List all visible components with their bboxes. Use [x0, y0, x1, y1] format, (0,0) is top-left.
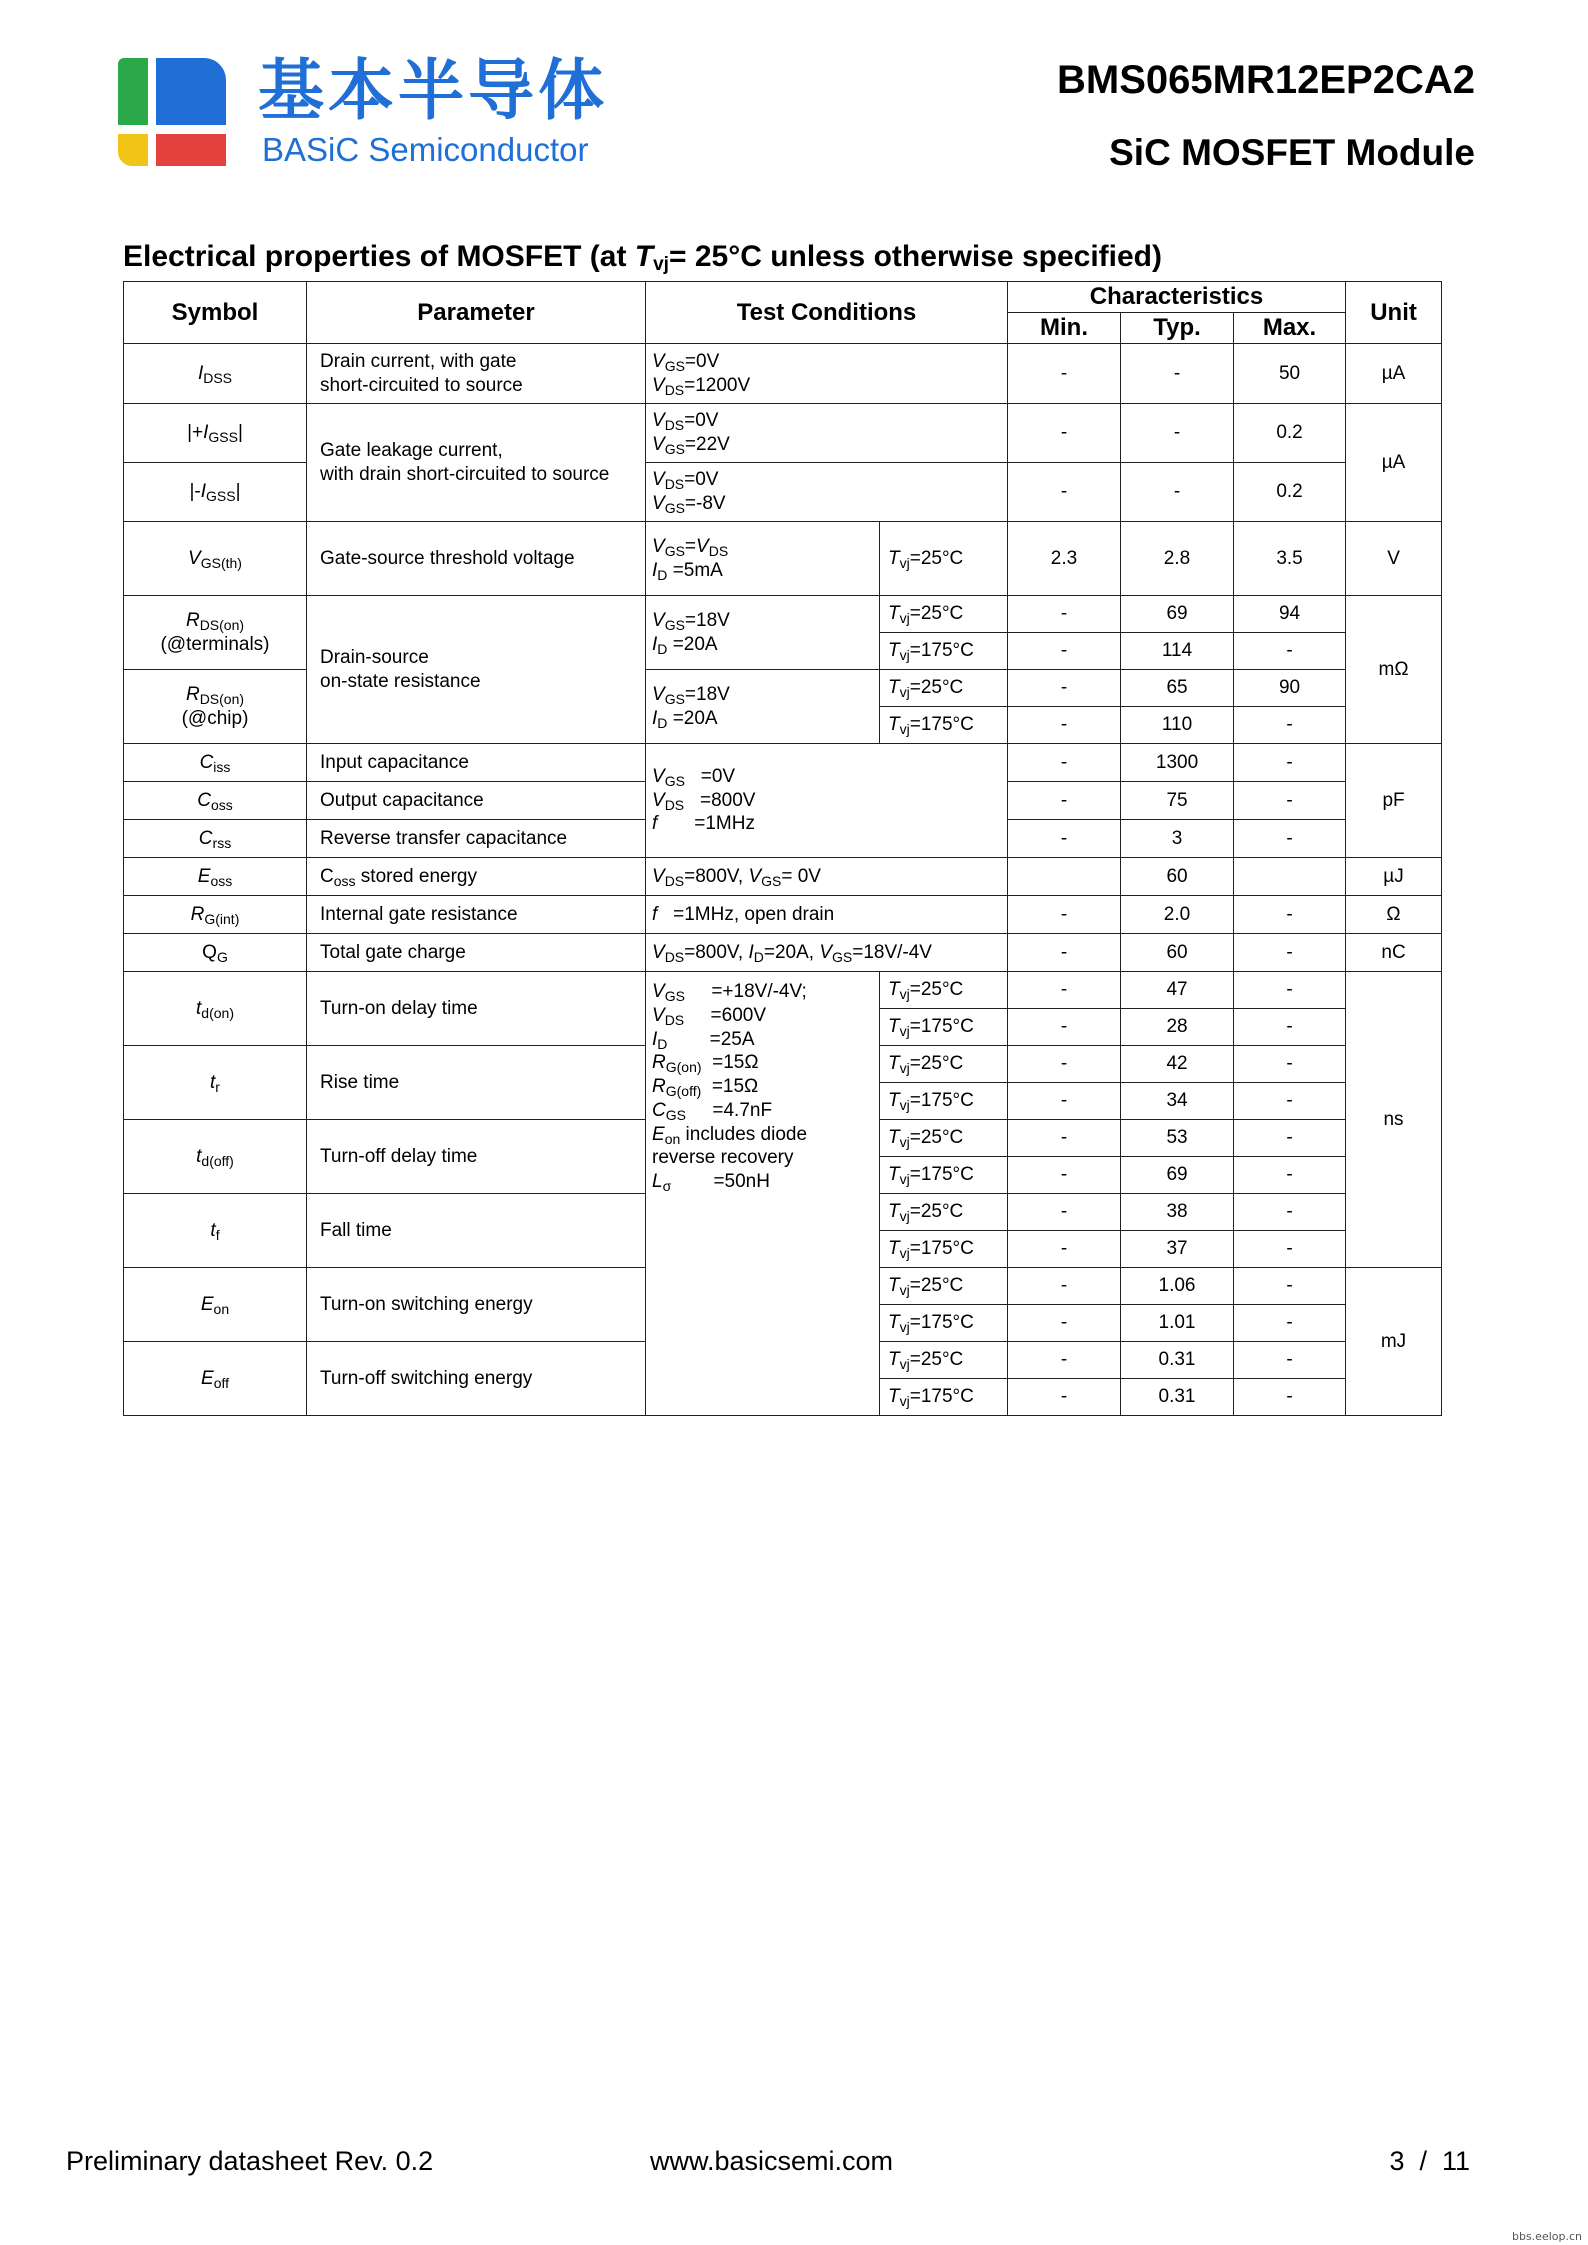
- typ-ciss: 1300: [1121, 744, 1234, 782]
- symbol-rdson-chip: $R_{DS(on)}$ (@chip): [124, 670, 307, 744]
- typ-rdson-chip-175: 110: [1121, 707, 1234, 744]
- symbol-eoss: $E_{oss}$: [124, 858, 307, 896]
- unit-switching-energy: mJ: [1346, 1268, 1442, 1416]
- logo-blue-block: [156, 58, 226, 125]
- max-tr-175: -: [1234, 1083, 1346, 1120]
- symbol-tr: $t_r$: [124, 1046, 307, 1120]
- max-tdoff-175: -: [1234, 1157, 1346, 1194]
- max-eoff-175: -: [1234, 1379, 1346, 1416]
- unit-caps: pF: [1346, 744, 1442, 858]
- table-row-rgint: [124, 896, 1442, 934]
- min-coss: -: [1008, 782, 1121, 820]
- max-tf-25: -: [1234, 1194, 1346, 1231]
- typ-tf-25: 38: [1121, 1194, 1234, 1231]
- max-eon-25: -: [1234, 1268, 1346, 1305]
- param-igss: Gate leakage current, with drain short-circuited to source: [307, 404, 646, 522]
- temp-rdson-terminals-25: $T_{vj}=25^\circ C$: [880, 596, 1008, 633]
- cond-caps: $V_{GS}$ =0V $V_{DS}$ =800V f =1MHz: [646, 744, 1008, 858]
- watermark: bbs.eelop.cn: [1511, 2230, 1582, 2243]
- company-name-en: BASiC Semiconductor: [262, 131, 589, 168]
- table-row-igss-pos: [124, 404, 1442, 463]
- max-igss-neg: 0.2: [1234, 463, 1346, 522]
- max-ciss: -: [1234, 744, 1346, 782]
- unit-igss: µA: [1346, 404, 1442, 522]
- cond-rdson-chip: $V_{GS}=18V$ $I_D =20A$: [646, 670, 880, 744]
- max-tdoff-25: -: [1234, 1120, 1346, 1157]
- typ-rgint: 2.0: [1121, 896, 1234, 934]
- typ-rdson-terminals-25: 69: [1121, 596, 1234, 633]
- param-rdson: Drain-source on-state resistance: [307, 596, 646, 744]
- temp-rdson-terminals-175: $T_{vj}=175^\circ C$: [880, 633, 1008, 670]
- max-coss: -: [1234, 782, 1346, 820]
- max-tdon-25: -: [1234, 972, 1346, 1009]
- typ-rdson-chip-25: 65: [1121, 670, 1234, 707]
- header-min: Min.: [1008, 313, 1121, 344]
- footer-page-number: 3 / 11: [1389, 2146, 1470, 2176]
- typ-rdson-terminals-175: 114: [1121, 633, 1234, 670]
- section-title: Electrical properties of MOSFET (at $T_{vj}= 25^\circ C$ unless otherwise specified): [123, 240, 1162, 275]
- max-rdson-terminals-175: -: [1234, 633, 1346, 670]
- max-rdson-chip-175: -: [1234, 707, 1346, 744]
- max-qg: -: [1234, 934, 1346, 972]
- cond-switching: $V_{GS}$ =+18V/-4V; $V_{DS}$ =600V $I_D$ =25A $R_{G(on)} =15\Omega$ $R_{G(off)} =15\Omega$ $C_{GS}$ =4.7nF $E_{on}$ includes diode reverse recovery $L_\sigma$ =50nH: [646, 972, 880, 1416]
- symbol-coss: $C_{oss}$: [124, 782, 307, 820]
- max-tdon-175: -: [1234, 1009, 1346, 1046]
- typ-tdon-25: 47: [1121, 972, 1234, 1009]
- company-logo: [118, 58, 226, 166]
- temp-vgsth: $T_{vj}=25^\circ C$: [880, 522, 1008, 596]
- unit-idss: µA: [1346, 344, 1442, 404]
- max-rgint: -: [1234, 896, 1346, 934]
- temp-rdson-chip-175: $T_{vj}=175^\circ C$: [880, 707, 1008, 744]
- typ-igss-pos: -: [1121, 404, 1234, 463]
- cond-eoss: $V_{DS}=800V$, $V_{GS}= 0V$: [646, 858, 1008, 896]
- cond-rgint: f =1MHz, open drain: [646, 896, 1008, 934]
- min-tf-175: -: [1008, 1231, 1121, 1268]
- temp-tr-175: $T_{vj}=175^\circ C$: [880, 1083, 1008, 1120]
- max-rdson-terminals-25: 94: [1234, 596, 1346, 633]
- param-eoff: Turn-off switching energy: [307, 1342, 646, 1416]
- table-row-ciss: [124, 744, 1442, 782]
- table-row-vgsth: [124, 522, 1442, 596]
- part-number: BMS065MR12EP2CA2: [1057, 58, 1475, 102]
- min-igss-pos: -: [1008, 404, 1121, 463]
- param-eon: Turn-on switching energy: [307, 1268, 646, 1342]
- min-eoff-175: -: [1008, 1379, 1121, 1416]
- min-tdoff-175: -: [1008, 1157, 1121, 1194]
- header-test-conditions: Test Conditions: [646, 282, 1008, 344]
- min-rdson-terminals-175: -: [1008, 633, 1121, 670]
- temp-rdson-chip-25: $T_{vj}=25^\circ C$: [880, 670, 1008, 707]
- logo-red-block: [156, 134, 226, 166]
- header-characteristics: Characteristics: [1008, 282, 1346, 313]
- min-igss-neg: -: [1008, 463, 1121, 522]
- max-crss: -: [1234, 820, 1346, 858]
- symbol-tdon: $t_{d(on)}$: [124, 972, 307, 1046]
- typ-tf-175: 37: [1121, 1231, 1234, 1268]
- unit-eoss: µJ: [1346, 858, 1442, 896]
- symbol-vgsth: $V_{GS(th)}$: [124, 522, 307, 596]
- min-tdoff-25: -: [1008, 1120, 1121, 1157]
- min-tr-25: -: [1008, 1046, 1121, 1083]
- max-eoss: [1234, 858, 1346, 896]
- temp-eoff-175: $T_{vj}=175^\circ C$: [880, 1379, 1008, 1416]
- symbol-igss-pos: $|+I_{GSS}|$: [124, 404, 307, 463]
- symbol-eoff: $E_{off}$: [124, 1342, 307, 1416]
- typ-eon-25: 1.06: [1121, 1268, 1234, 1305]
- symbol-tdoff: $t_{d(off)}$: [124, 1120, 307, 1194]
- symbol-ciss: $C_{iss}$: [124, 744, 307, 782]
- header-symbol: Symbol: [124, 282, 307, 344]
- temp-tdon-25: $T_{vj}=25^\circ C$: [880, 972, 1008, 1009]
- min-eon-25: -: [1008, 1268, 1121, 1305]
- min-rgint: -: [1008, 896, 1121, 934]
- min-eoss: [1008, 858, 1121, 896]
- min-tdon-25: -: [1008, 972, 1121, 1009]
- symbol-tf: $t_f$: [124, 1194, 307, 1268]
- typ-tdoff-25: 53: [1121, 1120, 1234, 1157]
- typ-crss: 3: [1121, 820, 1234, 858]
- temp-eoff-25: $T_{vj}=25^\circ C$: [880, 1342, 1008, 1379]
- min-tr-175: -: [1008, 1083, 1121, 1120]
- min-rdson-terminals-25: -: [1008, 596, 1121, 633]
- logo-yellow-block: [118, 134, 148, 166]
- footer-revision: Preliminary datasheet Rev. 0.2: [66, 2146, 434, 2176]
- min-tf-25: -: [1008, 1194, 1121, 1231]
- footer-website[interactable]: www.basicsemi.com: [650, 2146, 894, 2176]
- min-crss: -: [1008, 820, 1121, 858]
- header-parameter: Parameter: [307, 282, 646, 344]
- typ-qg: 60: [1121, 934, 1234, 972]
- param-tdoff: Turn-off delay time: [307, 1120, 646, 1194]
- temp-eon-25: $T_{vj}=25^\circ C$: [880, 1268, 1008, 1305]
- table-row-qg: [124, 934, 1442, 972]
- unit-vgsth: V: [1346, 522, 1442, 596]
- max-igss-pos: 0.2: [1234, 404, 1346, 463]
- temp-tdon-175: $T_{vj}=175^\circ C$: [880, 1009, 1008, 1046]
- param-ciss: Input capacitance: [307, 744, 646, 782]
- logo-green-block: [118, 58, 148, 125]
- min-rdson-chip-175: -: [1008, 707, 1121, 744]
- param-tf: Fall time: [307, 1194, 646, 1268]
- product-type: SiC MOSFET Module: [1109, 132, 1475, 173]
- cond-igss-neg: $V_{DS}=0V$ $V_{GS}=-8V$: [646, 463, 1008, 522]
- param-rgint: Internal gate resistance: [307, 896, 646, 934]
- min-eoff-25: -: [1008, 1342, 1121, 1379]
- param-qg: Total gate charge: [307, 934, 646, 972]
- header-unit: Unit: [1346, 282, 1442, 344]
- max-idss: 50: [1234, 344, 1346, 404]
- header-typ: Typ.: [1121, 313, 1234, 344]
- temp-tdoff-25: $T_{vj}=25^\circ C$: [880, 1120, 1008, 1157]
- typ-igss-neg: -: [1121, 463, 1234, 522]
- cond-qg: $V_{DS}=800V$, $I_D=20A$, $V_{GS}=18V/-4V$: [646, 934, 1008, 972]
- unit-rgint: Ω: [1346, 896, 1442, 934]
- temp-tf-175: $T_{vj}=175^\circ C$: [880, 1231, 1008, 1268]
- typ-eoff-25: 0.31: [1121, 1342, 1234, 1379]
- max-tr-25: -: [1234, 1046, 1346, 1083]
- max-eon-175: -: [1234, 1305, 1346, 1342]
- typ-eon-175: 1.01: [1121, 1305, 1234, 1342]
- typ-eoff-175: 0.31: [1121, 1379, 1234, 1416]
- min-vgsth: 2.3: [1008, 522, 1121, 596]
- min-idss: -: [1008, 344, 1121, 404]
- param-crss: Reverse transfer capacitance: [307, 820, 646, 858]
- min-eon-175: -: [1008, 1305, 1121, 1342]
- param-vgsth: Gate-source threshold voltage: [307, 522, 646, 596]
- cond-rdson-terminals: $V_{GS}=18V$ $I_D =20A$: [646, 596, 880, 670]
- cond-vgsth: $V_{GS}=V_{DS}$ $I_D =5mA$: [646, 522, 880, 596]
- min-tdon-175: -: [1008, 1009, 1121, 1046]
- unit-rdson: mΩ: [1346, 596, 1442, 744]
- temp-tf-25: $T_{vj}=25^\circ C$: [880, 1194, 1008, 1231]
- cond-idss: $V_{GS}=0V$ $V_{DS}=1200V$: [646, 344, 1008, 404]
- param-eoss: $C_{oss}$ stored energy: [307, 858, 646, 896]
- typ-tr-175: 34: [1121, 1083, 1234, 1120]
- param-idss: Drain current, with gate short-circuited to source: [307, 344, 646, 404]
- symbol-qg: $Q_G$: [124, 934, 307, 972]
- table-row-rdson-terminals-25: [124, 596, 1442, 633]
- temp-tdoff-175: $T_{vj}=175^\circ C$: [880, 1157, 1008, 1194]
- symbol-crss: $C_{rss}$: [124, 820, 307, 858]
- max-eoff-25: -: [1234, 1342, 1346, 1379]
- symbol-igss-neg: $|-I_{GSS}|$: [124, 463, 307, 522]
- max-vgsth: 3.5: [1234, 522, 1346, 596]
- unit-qg: nC: [1346, 934, 1442, 972]
- max-tf-175: -: [1234, 1231, 1346, 1268]
- min-ciss: -: [1008, 744, 1121, 782]
- typ-coss: 75: [1121, 782, 1234, 820]
- table-row-eoss: [124, 858, 1442, 896]
- symbol-rgint: $R_{G(int)}$: [124, 896, 307, 934]
- param-coss: Output capacitance: [307, 782, 646, 820]
- min-rdson-chip-25: -: [1008, 670, 1121, 707]
- typ-tdon-175: 28: [1121, 1009, 1234, 1046]
- temp-tr-25: $T_{vj}=25^\circ C$: [880, 1046, 1008, 1083]
- typ-tr-25: 42: [1121, 1046, 1234, 1083]
- cond-igss-pos: $V_{DS}=0V$ $V_{GS}=22V$: [646, 404, 1008, 463]
- symbol-eon: $E_{on}$: [124, 1268, 307, 1342]
- electrical-properties-table: [123, 281, 1442, 1416]
- min-qg: -: [1008, 934, 1121, 972]
- unit-switching-times: ns: [1346, 972, 1442, 1268]
- table-row-idss: [124, 344, 1442, 404]
- param-tr: Rise time: [307, 1046, 646, 1120]
- temp-eon-175: $T_{vj}=175^\circ C$: [880, 1305, 1008, 1342]
- header-max: Max.: [1234, 313, 1346, 344]
- typ-eoss: 60: [1121, 858, 1234, 896]
- symbol-rdson-terminals: $R_{DS(on)}$ (@terminals): [124, 596, 307, 670]
- table-row-tdon-25: [124, 972, 1442, 1009]
- company-name-cn: 基本半导体: [258, 52, 608, 129]
- typ-vgsth: 2.8: [1121, 522, 1234, 596]
- typ-tdoff-175: 69: [1121, 1157, 1234, 1194]
- param-tdon: Turn-on delay time: [307, 972, 646, 1046]
- typ-idss: -: [1121, 344, 1234, 404]
- symbol-idss: $I_{DSS}$: [124, 344, 307, 404]
- max-rdson-chip-25: 90: [1234, 670, 1346, 707]
